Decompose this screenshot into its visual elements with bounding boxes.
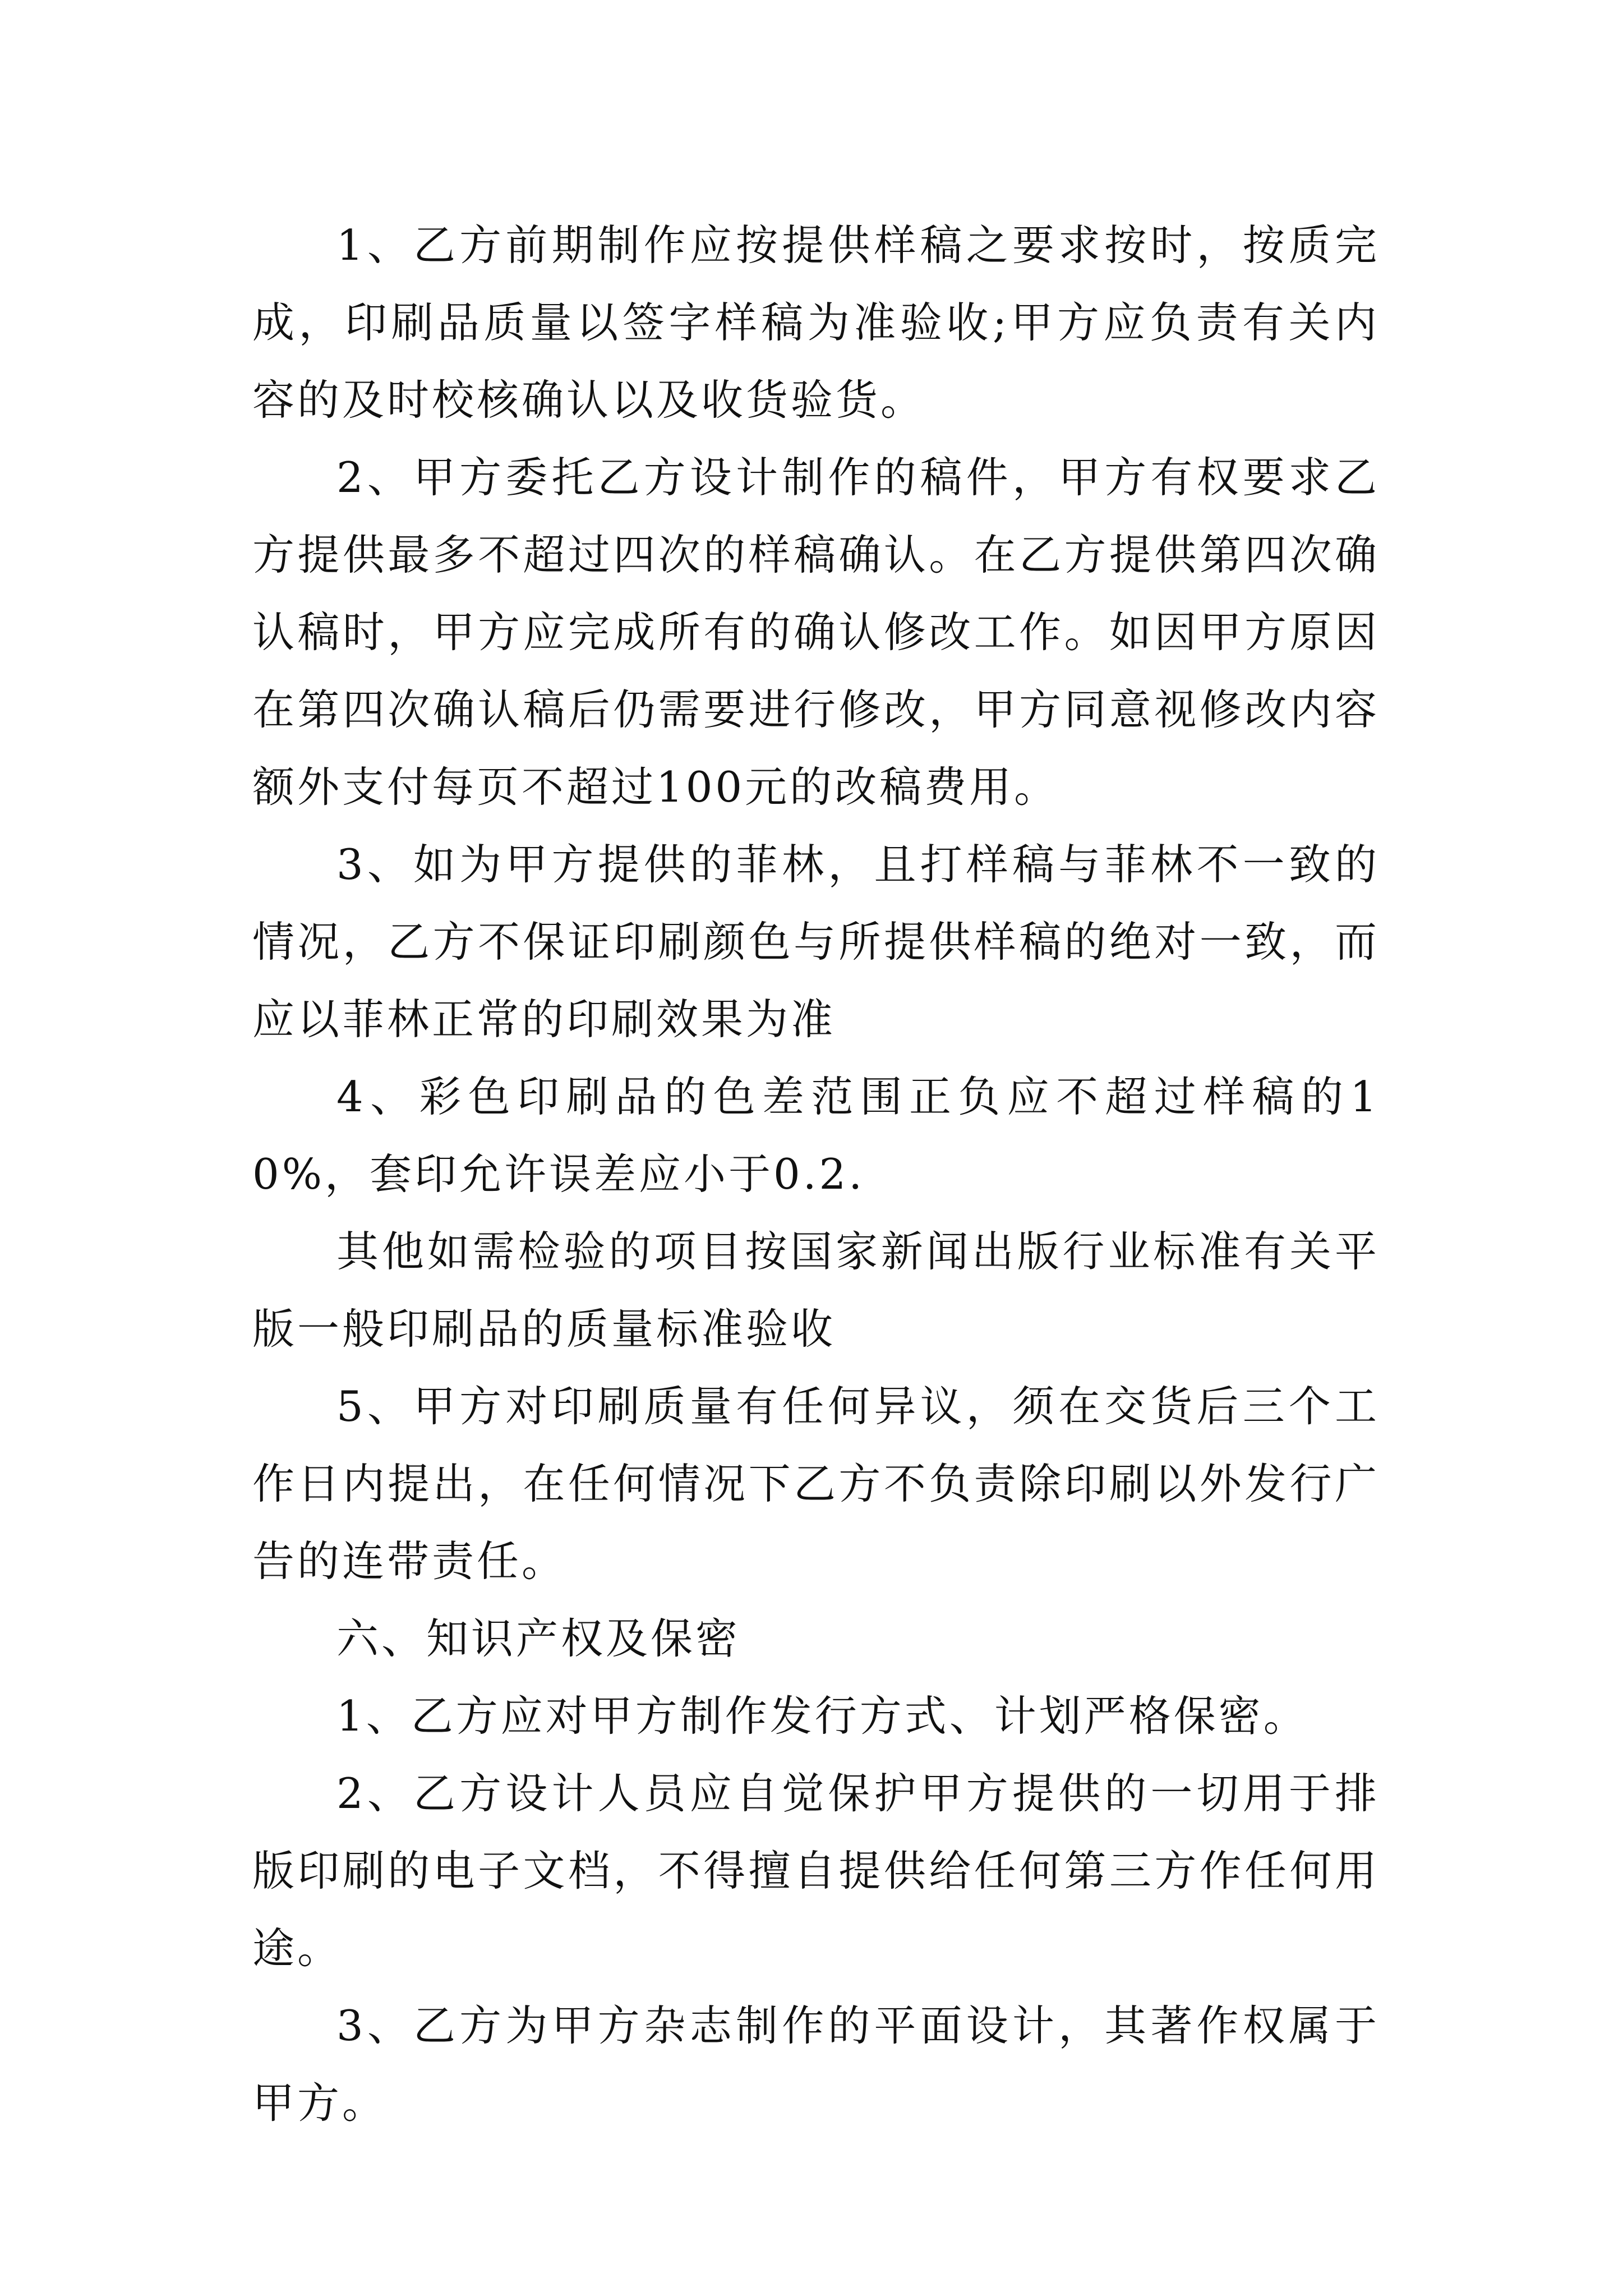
paragraph-other-inspection: 其他如需检验的项目按国家新闻出版行业标准有关平版一般印刷品的质量标准验收 xyxy=(252,1227,1380,1354)
paragraph-clause-5: 5、甲方对印刷质量有任何异议，须在交货后三个工作日内提出，在任何情况下乙方不负责除印刷以外发行广告的连带责任。 xyxy=(252,1382,1380,1586)
paragraph-ip-clause-3: 3、乙方为甲方杂志制作的平面设计，其著作权属于甲方。 xyxy=(252,2001,1380,2128)
paragraph-ip-clause-2: 2、乙方设计人员应自觉保护甲方提供的一切用于排版印刷的电子文档，不得擅自提供给任何第三方作任何用途。 xyxy=(252,1769,1380,1973)
section-heading-ip-confidentiality: 六、知识产权及保密 xyxy=(336,1614,741,1663)
paragraph-ip-clause-1: 1、乙方应对甲方制作发行方式、计划严格保密。 xyxy=(336,1691,1308,1741)
paragraph-clause-3: 3、如为甲方提供的菲林，且打样稿与菲林不一致的情况，乙方不保证印刷颜色与所提供样稿的绝对一致，而应以菲林正常的印刷效果为准 xyxy=(252,840,1380,1044)
paragraph-clause-1: 1、乙方前期制作应按提供样稿之要求按时，按质完成，印刷品质量以签字样稿为准验收;甲方应负责有关内容的及时校核确认以及收货验货。 xyxy=(252,220,1380,425)
paragraph-clause-4: 4、彩色印刷品的色差范围正负应不超过样稿的10%，套印允许误差应小于0.2. xyxy=(252,1072,1380,1199)
paragraph-clause-2: 2、甲方委托乙方设计制作的稿件，甲方有权要求乙方提供最多不超过四次的样稿确认。在乙方提供第四次确认稿时，甲方应完成所有的确认修改工作。如因甲方原因在第四次确认稿后仍需要进行修改，甲方同意视修改内容额外支付每页不超过100元的改稿费用。 xyxy=(252,453,1380,812)
document-body xyxy=(252,206,1380,2142)
